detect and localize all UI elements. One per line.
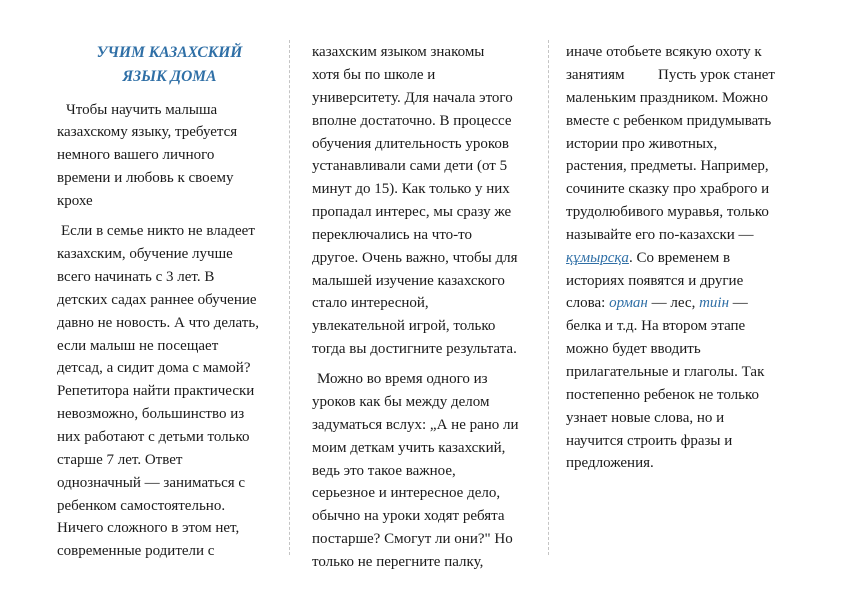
paragraph-line: детсад, а сидит дома с мамой? xyxy=(57,360,251,376)
paragraph-line: современные родители с xyxy=(57,543,215,559)
paragraph-line: историях появятся и другие xyxy=(566,273,744,289)
paragraph-line: ребенком самостоятельно. xyxy=(57,498,226,514)
paragraph-line: них работают с детьми только xyxy=(57,429,250,445)
paragraph-line: тогда вы достигните результата. xyxy=(312,341,517,357)
article-title-line-1: УЧИМ КАЗАХСКИЙ xyxy=(96,44,243,61)
text-fragment: слова: xyxy=(566,295,610,311)
paragraph-line-with-kazakh-words xyxy=(566,294,748,313)
paragraph-line: старше 7 лет. Ответ xyxy=(57,452,183,468)
paragraph-line-with-kazakh-word xyxy=(566,249,730,268)
paragraph-line: иначе отобьете всякую охоту к xyxy=(566,44,762,60)
paragraph-line: казахским языком знакомы xyxy=(312,44,485,60)
paragraph-line: Репетитора найти практически xyxy=(57,383,255,399)
article-title-line-2: ЯЗЫК ДОМА xyxy=(122,68,217,85)
paragraph-line: предложения. xyxy=(566,455,654,471)
paragraph-line: моим деткам учить казахский, xyxy=(312,440,506,456)
kazakh-word-orman: орман xyxy=(609,295,648,311)
paragraph-line: уроков как бы между делом xyxy=(312,394,490,410)
paragraph-line: увлекательной игрой, только xyxy=(312,318,496,334)
paragraph-line: переключались на что-то xyxy=(312,227,473,243)
paragraph-line: невозможно, большинство из xyxy=(57,406,245,422)
paragraph-line: серьезное и интересное дело, xyxy=(312,485,501,501)
kazakh-word-tiin: тиін xyxy=(699,295,730,311)
paragraph-line: однозначный — заниматься с xyxy=(57,475,246,491)
paragraph-line: научится строить фразы и xyxy=(566,433,733,449)
paragraph-line: Пусть урок станет xyxy=(658,67,775,83)
paragraph-line: постепенно ребенок не только xyxy=(566,387,760,403)
paragraph-line: Ничего сложного в этом нет, xyxy=(57,520,240,536)
paragraph-line: можно будет вводить xyxy=(566,341,701,357)
paragraph-line: казахским, обучение лучше xyxy=(57,246,233,262)
paragraph-line: хотя бы по школе и xyxy=(312,67,436,83)
paragraph-line: задуматься вслух: „А не рано ли xyxy=(312,417,519,433)
paragraph-line: только не перегните палку, xyxy=(312,554,484,570)
paragraph-line: давно не новость. А что делать, xyxy=(57,315,259,331)
paragraph-line: занятиям xyxy=(566,67,625,83)
paragraph-line: белка и т.д. На втором этапе xyxy=(566,318,746,334)
paragraph-line: минут до 15). Как только у них xyxy=(312,181,510,197)
paragraph-line: ведь это такое важное, xyxy=(312,463,456,479)
paragraph-line: Если в семье никто не владеет xyxy=(61,223,255,239)
paragraph-line: растения, предметы. Например, xyxy=(566,158,769,174)
paragraph-line: обычно на уроки ходят ребята xyxy=(312,508,505,524)
paragraph-line: если малыш не посещает xyxy=(57,338,219,354)
paragraph-line: стало интересной, xyxy=(312,295,429,311)
paragraph-line: университету. Для начала этого xyxy=(312,90,513,106)
paragraph-line: узнает новые слова, но и xyxy=(566,410,725,426)
paragraph-line: трудолюбивого муравья, только xyxy=(566,204,769,220)
kazakh-word-kumyrska: құмырсқа xyxy=(566,250,629,266)
paragraph-line: постарше? Смогут ли они?" Но xyxy=(312,531,513,547)
paragraph-line: сочините сказку про храброго и xyxy=(566,181,770,197)
paragraph-line: вместе с ребенком придумывать xyxy=(566,113,772,129)
paragraph-line: называйте его по-казахски — xyxy=(566,227,754,243)
text-fragment: . Со временем в xyxy=(628,250,731,266)
paragraph-line: Чтобы научить малыша xyxy=(66,102,218,118)
column-divider-1 xyxy=(289,40,290,555)
text-fragment: — лес, xyxy=(647,295,700,311)
paragraph-line: времени и любовь к своему xyxy=(57,170,234,186)
paragraph-line: прилагательные и глаголы. Так xyxy=(566,364,765,380)
paragraph-line: вполне достаточно. В процессе xyxy=(312,113,512,129)
paragraph-line: крохе xyxy=(57,193,93,209)
paragraph-line: обучения длительность уроков xyxy=(312,136,509,152)
paragraph-line: казахскому языку, требуется xyxy=(57,124,238,140)
paragraph-line: истории про животных, xyxy=(566,136,718,152)
paragraph-line: пропадал интерес, мы сразу же xyxy=(312,204,512,220)
paragraph-line: всего начинать с 3 лет. В xyxy=(57,269,215,285)
paragraph-line: другое. Очень важно, чтобы для xyxy=(312,250,518,266)
paragraph-line: устанавливали сами дети (от 5 xyxy=(312,158,508,174)
paragraph-line: маленьким праздником. Можно xyxy=(566,90,768,106)
paragraph-line: малышей изучение казахского xyxy=(312,273,505,289)
paragraph-line: немного вашего личного xyxy=(57,147,215,163)
column-divider-2 xyxy=(548,40,549,555)
paragraph-line: Можно во время одного из xyxy=(317,371,488,387)
paragraph-line: детских садах раннее обучение xyxy=(57,292,257,308)
text-fragment: — xyxy=(729,295,748,311)
